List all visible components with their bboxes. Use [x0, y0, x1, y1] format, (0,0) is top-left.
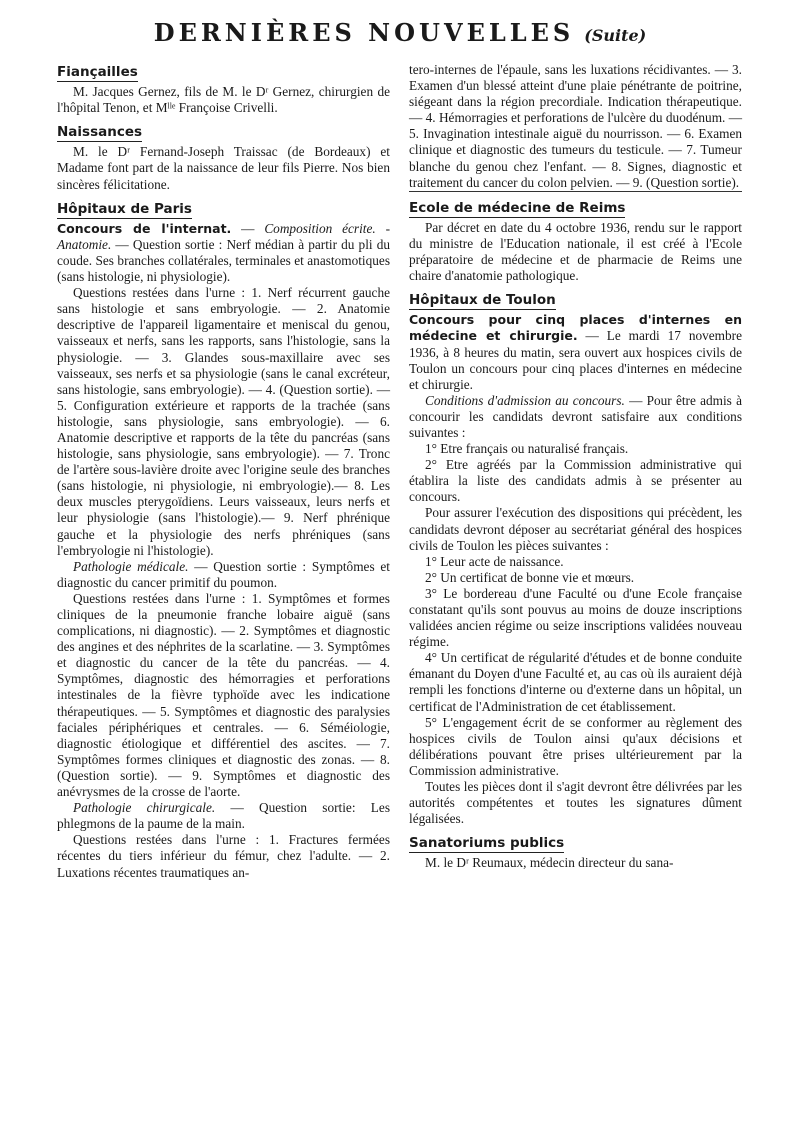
section-heading-hopitaux-paris: Hôpitaux de Paris [57, 200, 192, 217]
left-column [57, 62, 390, 881]
page-title-suite: (Suite) [584, 26, 647, 45]
condition-item: 1° Etre français ou naturalisé français. [425, 441, 629, 457]
section-heading-toulon: Hôpitaux de Toulon [409, 292, 556, 309]
condition-item: 2° Etre agréés par la Commission administrative qui établira la liste des candidats admis à se présenter au concours. [409, 457, 742, 505]
sanatoriums-text: M. le Dʳ Reumaux, médecin directeur du sana- [425, 855, 674, 871]
continuation-text: tero-internes de l'épaule, sans les luxations récidivantes. — 3. Examen d'un blessé atteint d'une plaie pénétrante de poitrine, siégeant dans la région precordiale. Indication thérapeutique. — 4. Hémorragies et perforations de l'ulcère du duodénum. — 5. Invagination intestinale aiguë du nourrisson. — 6. Examen clinique et diagnostic des tumeurs du testicule. — 7. Tumeur blanche du genou chez l'enfant. — 8. Signes, diagnostic et traitement du cancer du colon pelvien. — 9. (Question sortie). [409, 62, 742, 190]
toulon-closing-paragraph: Toutes les pièces dont il s'agit devront être délivrées par les autorités compétentes et toutes les signatures dûment légalisées. [409, 779, 742, 827]
internat-paragraph: Concours de l'internat. — Composition écrite. - Anatomie. — Question sortie : Nerf médian à partir du pli du coude. Ses branches collatérales, terminales et anastomotiques (sans histologie, ni physiologie). [57, 220, 390, 285]
page-header [0, 18, 800, 47]
section-heading-naissances: Naissances [57, 124, 143, 141]
section-heading-fiancailles: Fiançailles [57, 64, 138, 80]
piece-item: 3° Le bordereau d'une Faculté ou d'une Ecole française constatant qu'ils sont pouvus au moins de douze inscriptions validées ancien régime ou seize inscriptions validées nouveau régime. [409, 585, 742, 650]
page-title: DERNIÈRES NOUVELLES [153, 18, 575, 47]
section-heading-reims: Ecole de médecine de Reims [409, 199, 626, 216]
reims-text: Par décret en date du 4 octobre 1936, rendu sur le rapport du ministre de l'Education nationale, il est créé à l'Ecole préparatoire de médecine et de pharmacie de Reims une chaire d'anatomie pathologique. [409, 219, 742, 284]
naissances-text: M. le Dʳ Fernand-Joseph Traissac (de Bordeaux) et Madame font part de la naissance de leur fils Pierre. Nos bien sincères félicitatione. [57, 144, 390, 192]
anatomie-questions: Questions restées dans l'urne : 1. Nerf récurrent gauche sans histologie et sans embryologie. — 2. Anatomie descriptive de l'appareil ligamentaire et meniscal du genou, vaisseaux et nerfs, sans les rapports, sans l'histologie, sans la physiologie. — 3. Glandes sous-maxillaire avec ses vaisseaux, ses nerfs et sa physiologie (sans le canal excréteur, sans histologie, sans embryologie). — 4. (Question sortie). — 5. Configuration extérieure et rapports de la trachée (sans histologie, sans physiologie, sans embryologie). — 6. Anatomie descriptive et rapports de la tête du pancréas (sans histologie, sans physiologie, sans embryologie). — 7. Tronc de l'artère sous-lavière droite avec l'origine seule des branches (sans histologie, ni physiologie, ni embryologie).— 8. Les deux muscles pterygoïdiens. Leurs vaisseaux, leurs nerfs et leur physiologie (sans l'histologie).— 9. Nerf phrénique gauche et la physiologie des nerfs phréniques (sans l'embryologie ni l'histologie). [57, 285, 390, 558]
fiancailles-text: M. Jacques Gernez, fils de M. le Dʳ Gernez, chirurgien de l'hôpital Tenon, et Mˡˡᵉ Françoise Crivelli. [57, 84, 390, 116]
pathologie-medicale-paragraph: Pathologie médicale. — Question sortie : Symptômes et diagnostic du cancer primitif du poumon. [57, 558, 390, 590]
piece-item: 1° Leur acte de naissance. [425, 553, 564, 569]
piece-item: 5° L'engagement écrit de se conformer au règlement des hospices civils de Toulon ainsi qu'aux décisions et délibérations pouvant être prises ultérieurement par la Commission administrative. [409, 714, 742, 778]
pathologie-medicale-questions: Questions restées dans l'urne : 1. Symptômes et formes cliniques de la pneumonie franche lobaire aiguë (sans complications, ni diagnostic). — 2. Symptômes et diagnostic des angines et des néphrites de la scarlatine. — 3. Symptômes et diagnostic du cancer de la tête du pancréas. — 4. Symptômes, diagnostic des hémorragies et perforations intestinales de la fièvre typhoïde avec les indicatione thérapeutiques. — 5. Symptômes et diagnostic des paralysies faciales périphériques et centrales. — 6. Séméiologie, diagnostic étiologique et différentiel des ascites. — 7. Symptômes formes cliniques et diagnostic des zonas. — 8. (Question sortie). — 9. Symptômes et diagnostic des anévrysmes de la crosse de l'aorte. [57, 590, 390, 800]
pathologie-chirurgicale-questions: Questions restées dans l'urne : 1. Fractures fermées récentes du tiers inférieur du fémur, chez l'adulte. — 2. Luxations récentes traumatiques an- [57, 832, 390, 880]
section-divider [409, 191, 742, 192]
toulon-conditions-paragraph: Conditions d'admission au concours. — Pour être admis à concourir les candidats devront satisfaire aux conditions suivantes : [409, 392, 742, 440]
section-heading-sanatoriums: Sanatoriums publics [409, 835, 565, 852]
piece-item: 4° Un certificat de régularité d'études et de bonne conduite émanant du Doyen d'une Faculté et, au cas où ils auraient déjà rempli les fonctions d'interne ou d'externe dans un hôpital, un certificat de l'Administration de cet établissement. [409, 650, 742, 714]
toulon-concours-paragraph: Concours pour cinq places d'internes en médecine et chirurgie. — Le mardi 17 novembre 1936, à 8 heures du matin, sera ouvert aux hospices civils de Toulon un concours pour cinq places d'internes en médecine et chirurgie. [409, 312, 742, 392]
toulon-pieces-paragraph: Pour assurer l'exécution des dispositions qui précèdent, les candidats devront déposer au secrétariat général des hospices civils de Toulon les pièces suivantes : [409, 505, 742, 553]
right-column [409, 62, 742, 872]
piece-item: 2° Un certificat de bonne vie et mœurs. [425, 569, 635, 585]
pathologie-chirurgicale-paragraph: Pathologie chirurgicale. — Question sortie: Les phlegmons de la paume de la main. [57, 800, 390, 832]
